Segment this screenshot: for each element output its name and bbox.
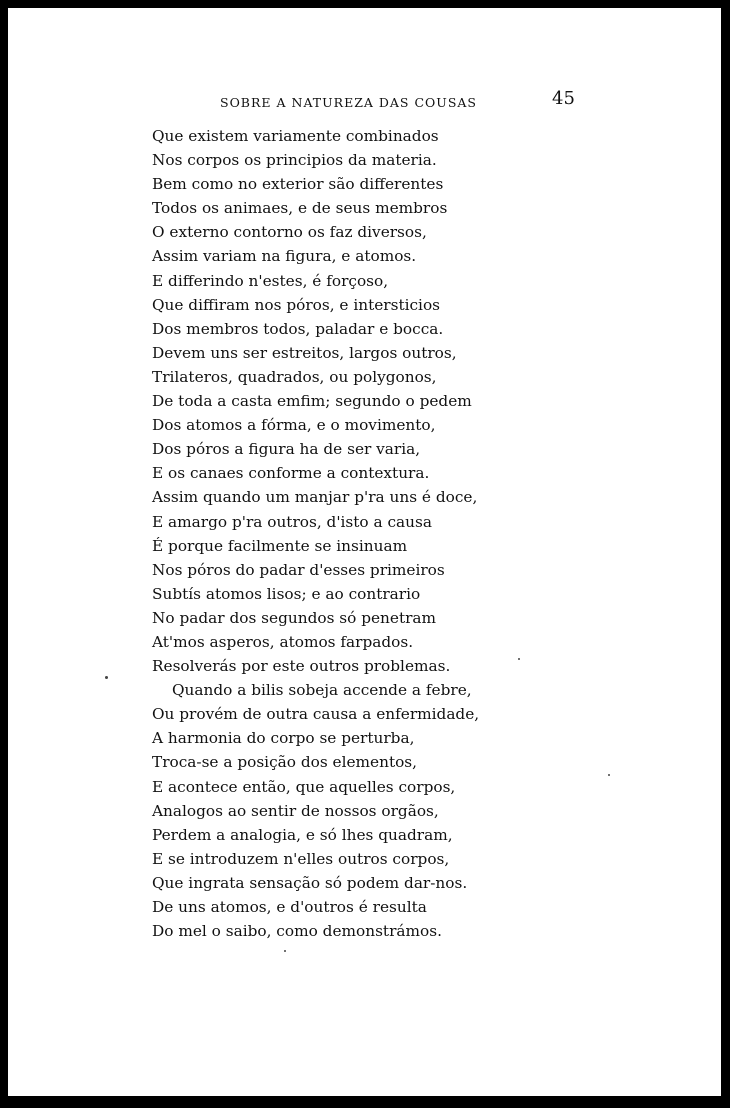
poem-line: Que ingrata sensação só podem dar-nos. [152,873,468,892]
poem-line: Que existem variamente combinados [152,127,439,145]
poem-line: No padar dos segundos só penetram [152,608,437,627]
poem-line-indented: Quando a bilis sobeja accende a febre, [172,681,472,700]
poem-line: Nos póros do padar d'esses primeiros [152,560,445,579]
poem-line: Devem uns ser estreitos, largos outros, [152,343,457,362]
poem-line: A harmonia do corpo se perturba, [152,729,415,748]
poem-line: De uns atomos, e d'outros é resulta [152,898,427,916]
poem-line: Ou provém de outra causa a enfermidade, [152,705,480,724]
poem-line: Bem como no exterior são differentes [152,175,444,194]
poem-line: O externo contorno os faz diversos, [152,223,427,242]
poem-line: Do mel o saibo, como demonstrámos. [152,922,442,941]
poem-text [152,124,552,943]
poem-line: Perdem a analogia, e só lhes quadram, [152,825,453,844]
ink-speck [105,676,108,679]
poem-line: Subtís atomos lisos; e ao contrario [152,584,421,603]
poem-line: Dos atomos a fórma, e o movimento, [152,416,436,435]
poem-line: Todos os animaes, e de seus membros [152,199,448,218]
poem-line: Nos corpos os principios da materia. [152,151,437,170]
poem-line: Assim variam na figura, e atomos. [152,247,417,266]
poem-line: E acontece então, que aquelles corpos, [152,777,456,796]
ink-speck [284,950,286,952]
ink-speck [608,774,610,776]
poem-line: Trilateros, quadrados, ou polygonos, [152,367,437,386]
poem-line: Que diffiram nos póros, e intersticios [152,295,441,314]
poem-line: E os canaes conforme a contextura. [152,464,430,483]
running-title: SOBRE A NATUREZA DAS COUSAS [220,95,477,110]
poem-line: E amargo p'ra outros, d'isto a causa [152,512,432,531]
poem-line: E se introduzem n'elles outros corpos, [152,849,450,868]
poem-line: É porque facilmente se insinuam [152,536,408,555]
page-number: 45 [552,88,575,109]
poem-line: Dos membros todos, paladar e bocca. [152,319,444,338]
poem-line: E differindo n'estes, é forçoso, [152,271,389,290]
poem-line: Resolverás por este outros problemas. [152,657,451,676]
poem-line: Analogos ao sentir de nossos orgãos, [152,801,439,820]
poem-line: Dos póros a figura ha de ser varia, [152,440,421,459]
ink-speck [518,658,520,660]
poem-line: De toda a casta emfim; segundo o pedem [152,392,472,411]
book-page [8,8,721,1096]
poem-line: Troca-se a posição dos elementos, [152,753,418,772]
poem-line: Assim quando um manjar p'ra uns é doce, [152,488,478,507]
poem-line: At'mos asperos, atomos farpados. [152,632,414,651]
